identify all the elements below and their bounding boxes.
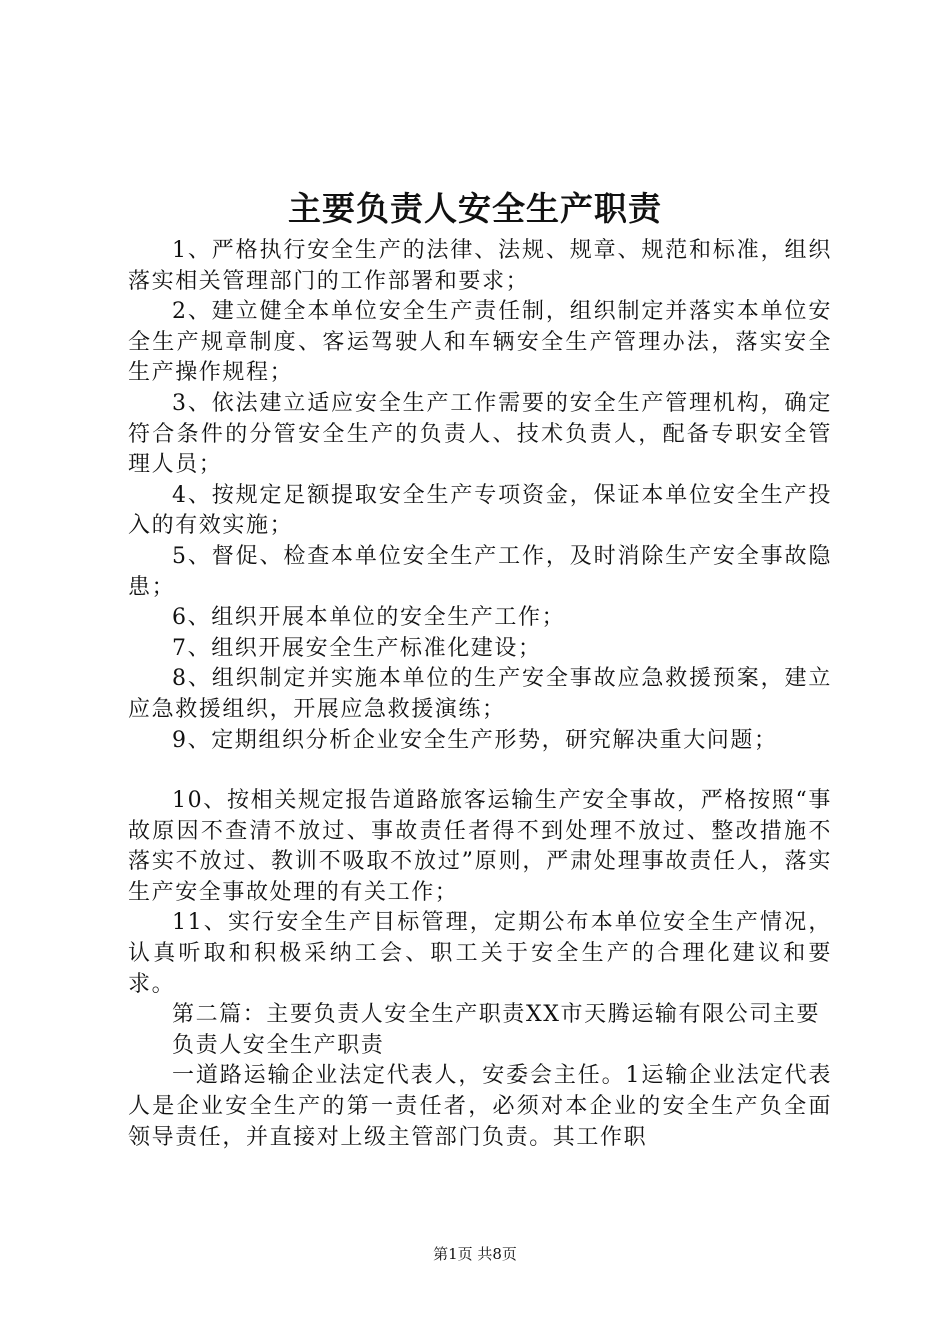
paragraph-8: 8、组织制定并实施本单位的生产安全事故应急救援预案，建立应急救援组织，开展应急救援演练；	[128, 666, 832, 722]
document-body	[128, 236, 832, 1153]
document-title: 主要负责人安全生产职责	[288, 189, 662, 228]
section-two-heading: 第二篇：主要负责人安全生产职责XX市天腾运输有限公司主要	[172, 1002, 821, 1028]
paragraph-3: 3、依法建立适应安全生产工作需要的安全生产管理机构，确定符合条件的分管安全生产的负责人、技术负责人，配备专职安全管理人员；	[128, 390, 832, 478]
paragraph-11: 11、实行安全生产目标管理，定期公布本单位安全生产情况，认真听取和积极采纳工会、职工关于安全生产的合理化建议和要求。	[128, 910, 832, 997]
paragraph-1: 1、严格执行安全生产的法律、法规、规章、规范和标准，组织落实相关管理部门的工作部署和要求；	[128, 238, 832, 294]
paragraph-10: 10、按相关规定报告道路旅客运输生产安全事故，严格按照“事故原因不查清不放过、事故责任者得不到处理不放过、整改措施不落实不放过、教训不吸取不放过”原则，严肃处理事故责任人，落实生产安全事故处理的有关工作；	[128, 788, 832, 905]
paragraph-9: 9、定期组织分析企业安全生产形势，研究解决重大问题；	[172, 727, 778, 753]
paragraph-5: 5、督促、检查本单位安全生产工作，及时消除生产安全事故隐患；	[128, 543, 832, 600]
paragraph-4: 4、按规定足额提取安全生产专项资金，保证本单位安全生产投入的有效实施；	[128, 482, 832, 539]
section-two-paragraph-1: 一道路运输企业法定代表人，安委会主任。1运输企业法定代表人是企业安全生产的第一责任者，必须对本企业的安全生产负全面领导责任，并直接对上级主管部门负责。其工作职	[128, 1063, 832, 1150]
section-two-subtitle: 负责人安全生产职责	[172, 1032, 385, 1058]
paragraph-7: 7、组织开展安全生产标准化建设；	[172, 635, 542, 661]
paragraph-2: 2、建立健全本单位安全生产责任制，组织制定并落实本单位安全生产规章制度、客运驾驶人和车辆安全生产管理办法，落实安全生产操作规程；	[128, 299, 832, 386]
paragraph-6: 6、组织开展本单位的安全生产工作；	[172, 605, 566, 631]
page-number-footer: 第1页 共8页	[433, 1245, 517, 1263]
